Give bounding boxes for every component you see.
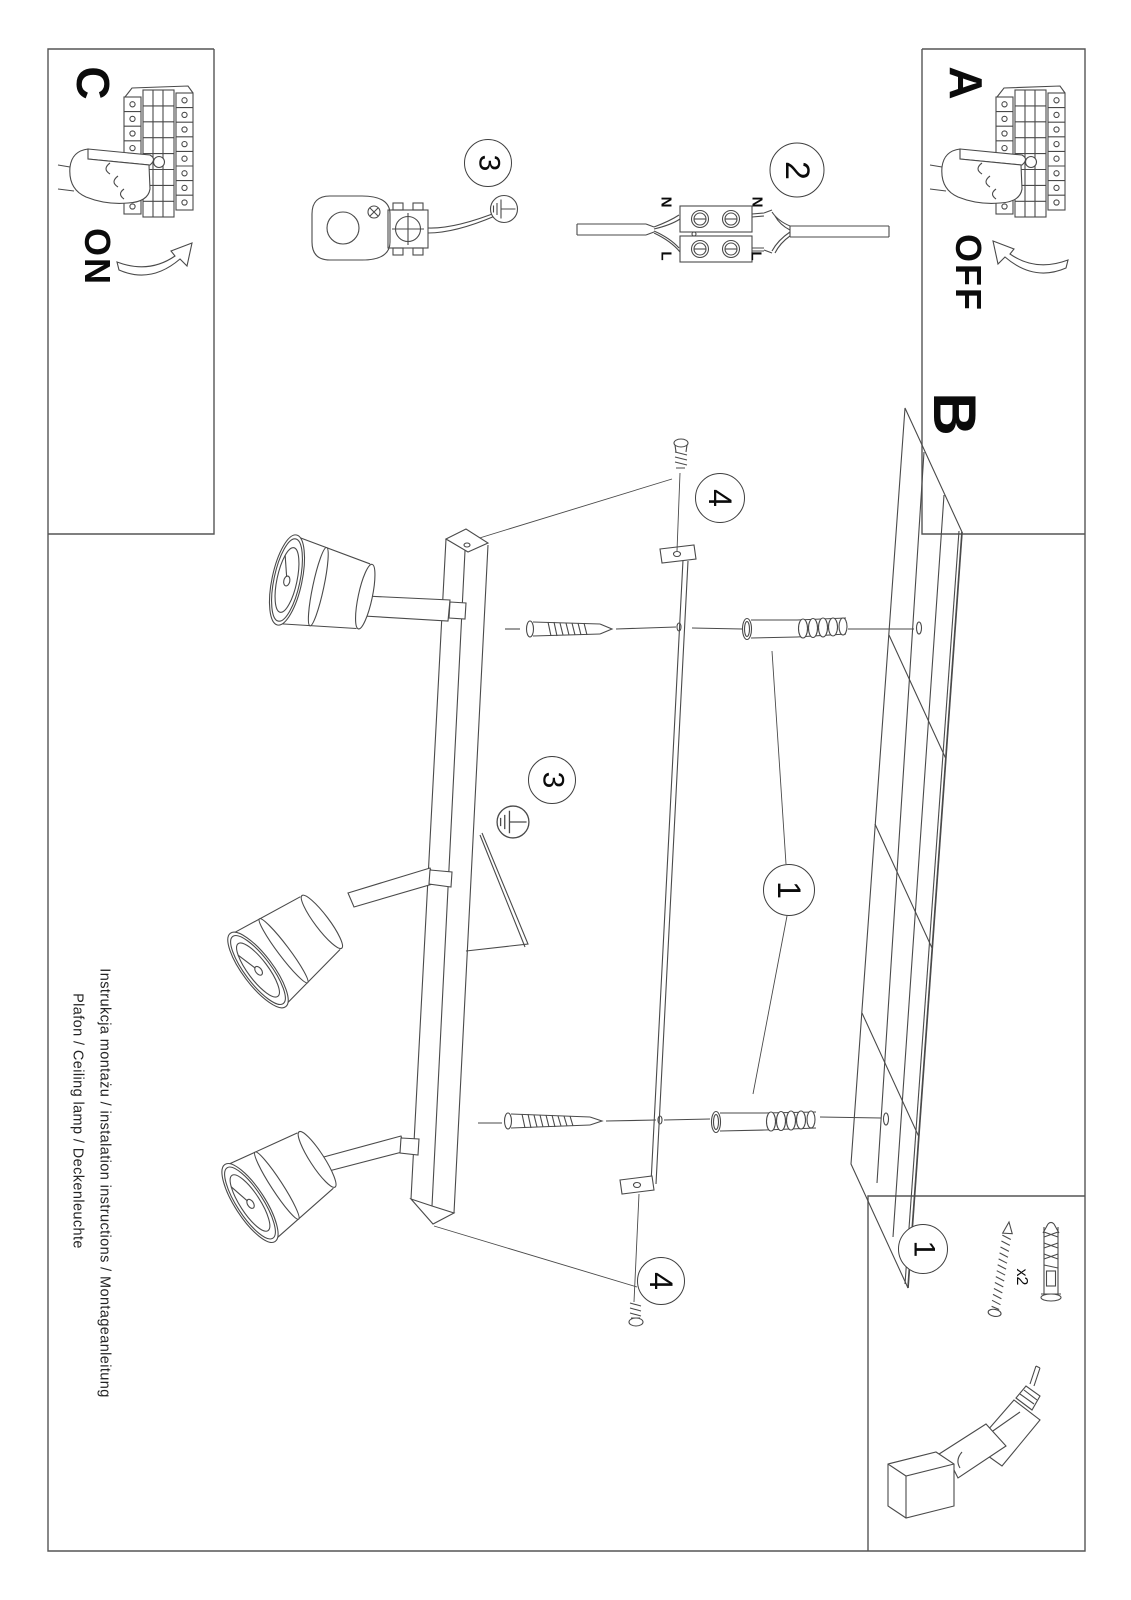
badge-step-1-parts: 1 <box>898 1224 948 1274</box>
parts-wall-plug <box>1041 1223 1061 1302</box>
section-a-state: OFF <box>948 234 989 312</box>
spotlight-2 <box>218 881 355 1016</box>
drill-icon <box>888 1366 1040 1518</box>
mounting-screw-bottom <box>478 1113 710 1129</box>
ground-lug <box>312 196 503 260</box>
badge-step-1-anchor: 1 <box>763 864 815 916</box>
spot-arms <box>320 596 466 1172</box>
arrow-off-icon <box>993 241 1068 273</box>
terminal-label-l-left: L <box>657 251 675 261</box>
badge-step-3-ground: 3 <box>528 756 576 804</box>
section-b-label: B <box>921 392 988 436</box>
page-frame <box>48 49 1085 1551</box>
footer-line-2: Plafon / Ceiling lamp / Deckenleuchte <box>69 993 86 1249</box>
mounting-strip <box>620 545 696 1194</box>
section-a-label: A <box>940 66 992 100</box>
terminal-label-n-left: N <box>657 196 675 208</box>
spotlight-3 <box>212 1117 348 1250</box>
terminal-label-n-right: N <box>748 196 766 208</box>
wall-plug-bottom <box>712 1111 817 1133</box>
arrow-on-icon <box>117 243 192 275</box>
section-c-state: ON <box>77 228 118 286</box>
parts-screw <box>988 1221 1016 1317</box>
fixing-screw-top <box>674 439 688 468</box>
ceiling-panel <box>820 408 962 1288</box>
earth-symbol-icon-b <box>497 806 529 838</box>
fixing-screw-bottom <box>629 1303 643 1326</box>
earth-symbol-icon <box>491 196 518 223</box>
parts-quantity: x2 <box>1013 1268 1030 1286</box>
ground-wire <box>466 833 528 951</box>
badge-step-3-lug: 3 <box>464 139 512 187</box>
footer-line-1: Instrukcja montażu / instalation instructions / Montageanleitung <box>96 968 113 1398</box>
leader-lines <box>434 473 787 1302</box>
badge-step-4-top: 4 <box>695 473 745 523</box>
mounting-screw-top <box>505 621 742 637</box>
breaker-panel-off <box>930 86 1065 217</box>
spotlight-1 <box>263 532 382 643</box>
section-c-label: C <box>67 66 119 100</box>
wall-plug-top <box>743 618 848 640</box>
badge-step-2-wiring: 2 <box>770 143 825 198</box>
breaker-panel-on <box>58 86 193 217</box>
badge-step-4-bottom: 4 <box>637 1257 685 1305</box>
terminal-label-l-right: L <box>747 251 765 261</box>
wire-connector <box>577 206 889 262</box>
